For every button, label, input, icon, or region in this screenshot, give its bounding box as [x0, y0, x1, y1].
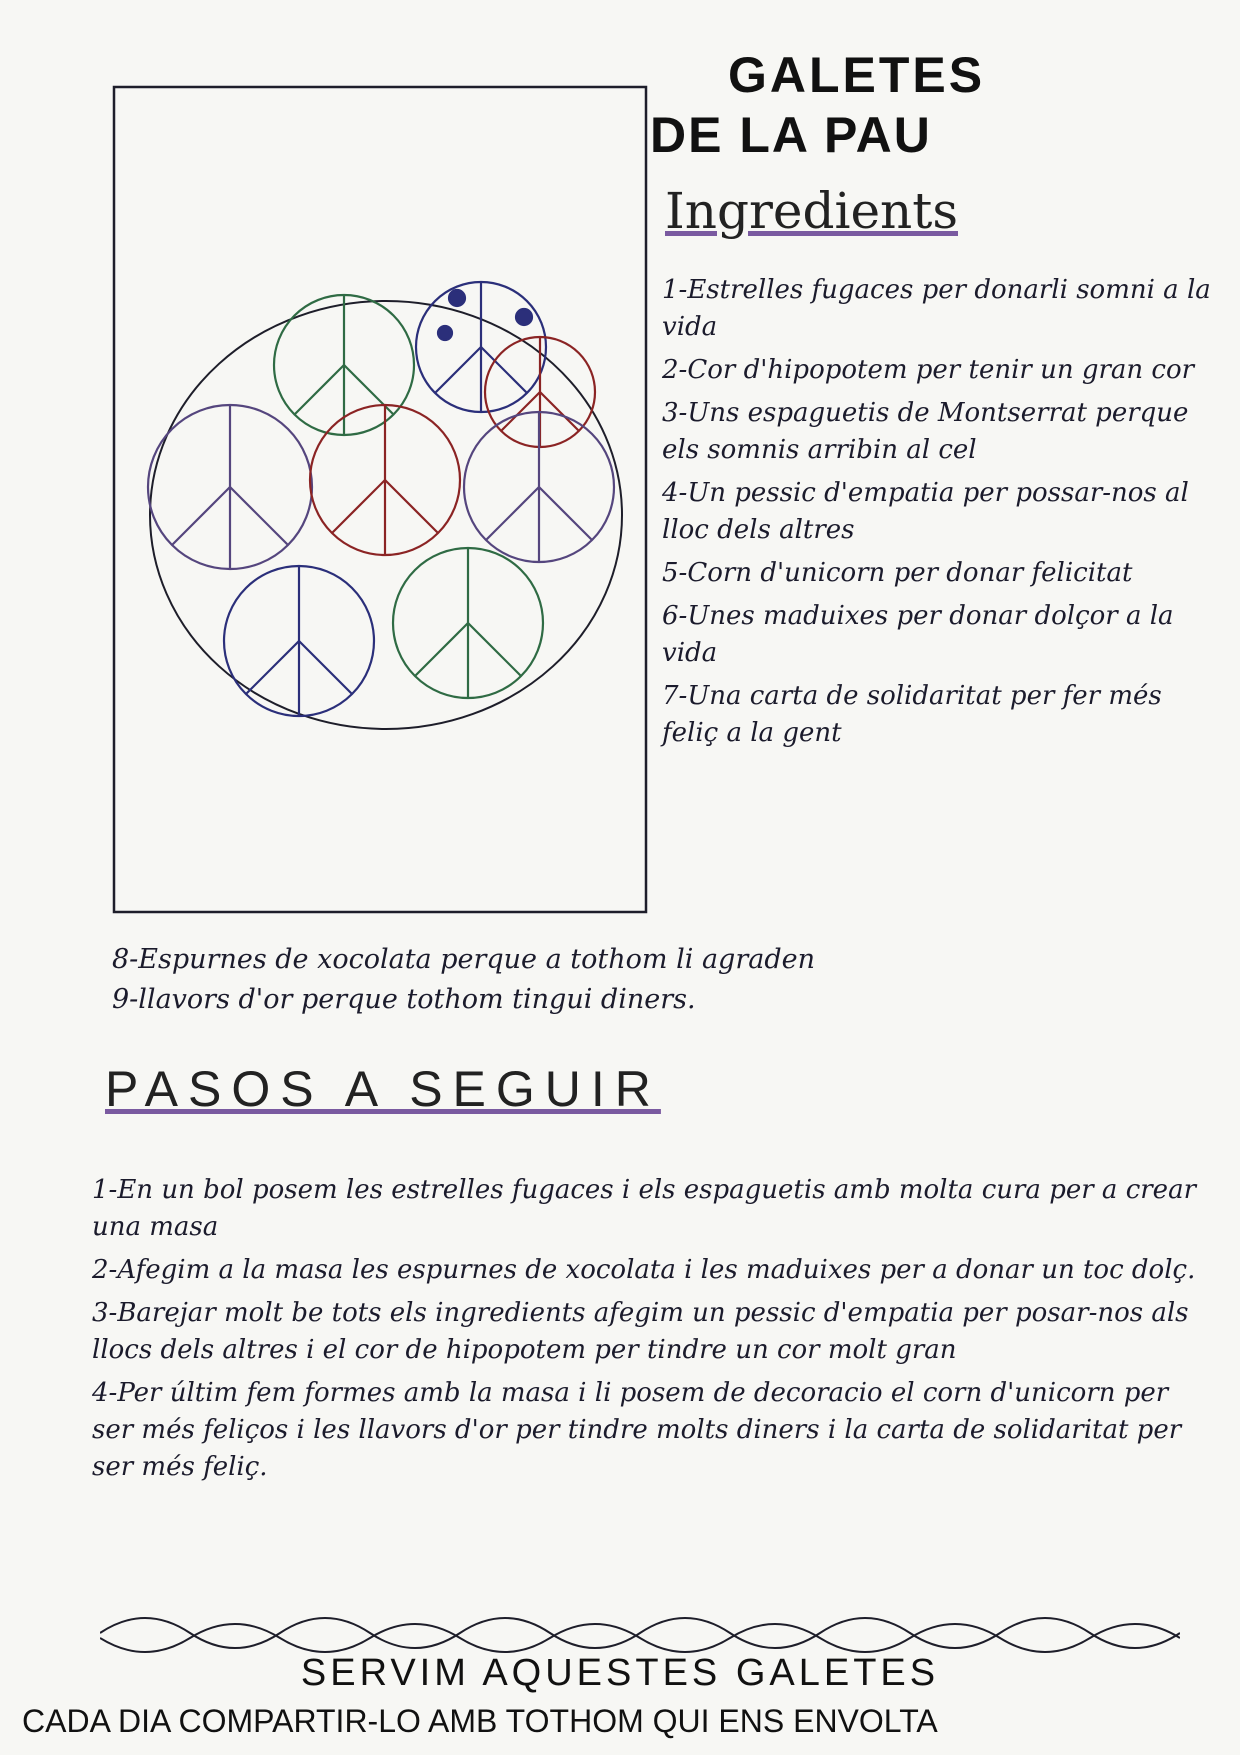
- cookie-blue-top-right: [416, 282, 546, 412]
- steps-list: [92, 1172, 1212, 1492]
- step-item: 1-En un bol posem les estrelles fugaces i els espaguetis amb molta cura per a crear una masa: [92, 1175, 1196, 1242]
- steps-heading: PASOS A SEGUIR: [105, 1061, 661, 1117]
- ingredient-item: 9-llavors d'or perque tothom tingui diners.: [112, 984, 696, 1015]
- drawing-frame-border: [114, 87, 646, 912]
- ingredient-item: 7-Una carta de solidaritat per fer més feliç a la gent: [662, 681, 1162, 748]
- ingredients-heading: Ingredients: [665, 182, 958, 240]
- cookie-red-center: [310, 405, 460, 555]
- ingredient-item: 4-Un pessic d'empatia per possar-nos al lloc dels altres: [662, 478, 1189, 545]
- closing-line-1: SERVIM AQUESTES GALETES: [300, 1652, 940, 1694]
- cookie-purple-right: [464, 412, 614, 562]
- page-title: [650, 45, 1090, 165]
- cookie-purple-left: [148, 405, 312, 569]
- ingredients-list-continued: [112, 940, 1212, 1020]
- ingredient-item: 2-Cor d'hipopotem per tenir un gran cor: [662, 355, 1195, 385]
- step-item: 4-Per últim fem formes amb la masa i li posem de decoracio el corn d'unicorn per ser més feliços i les llavors d'or per tindre molts diners i la carta de solidaritat per ser més feliç.: [92, 1378, 1182, 1482]
- cookie-plate-drawing: [112, 85, 648, 915]
- ingredient-item: 5-Corn d'unicorn per donar felicitat: [662, 558, 1133, 588]
- ingredient-item: 1-Estrelles fugaces per donarli somni a la vida: [662, 275, 1211, 342]
- step-item: 2-Afegim a la masa les espurnes de xocolata i les maduixes per a donar un toc dolç.: [92, 1255, 1196, 1285]
- ingredient-item: 6-Unes maduixes per donar dolçor a la vida: [662, 601, 1174, 668]
- ingredient-item: 8-Espurnes de xocolata perque a tothom li agraden: [112, 944, 815, 975]
- cookie-blue-bottom-left: [224, 566, 374, 716]
- closing-line-2: CADA DIA COMPARTIR-LO AMB TOTHOM QUI ENS ENVOLTA: [22, 1703, 938, 1739]
- ingredient-item: 3-Uns espaguetis de Montserrat perque els somnis arribin al cel: [662, 398, 1189, 465]
- step-item: 3-Barejar molt be tots els ingredients afegim un pessic d'empatia per posar-nos als llocs dels altres i el cor de hipopotem per tindre un cor molt gran: [92, 1298, 1189, 1365]
- title-line-1: GALETES: [728, 47, 986, 103]
- cookie-green-top: [274, 295, 414, 435]
- ingredients-list: [662, 272, 1222, 758]
- title-line-2: DE LA PAU: [650, 107, 932, 163]
- cookie-green-bottom-right: [393, 548, 543, 698]
